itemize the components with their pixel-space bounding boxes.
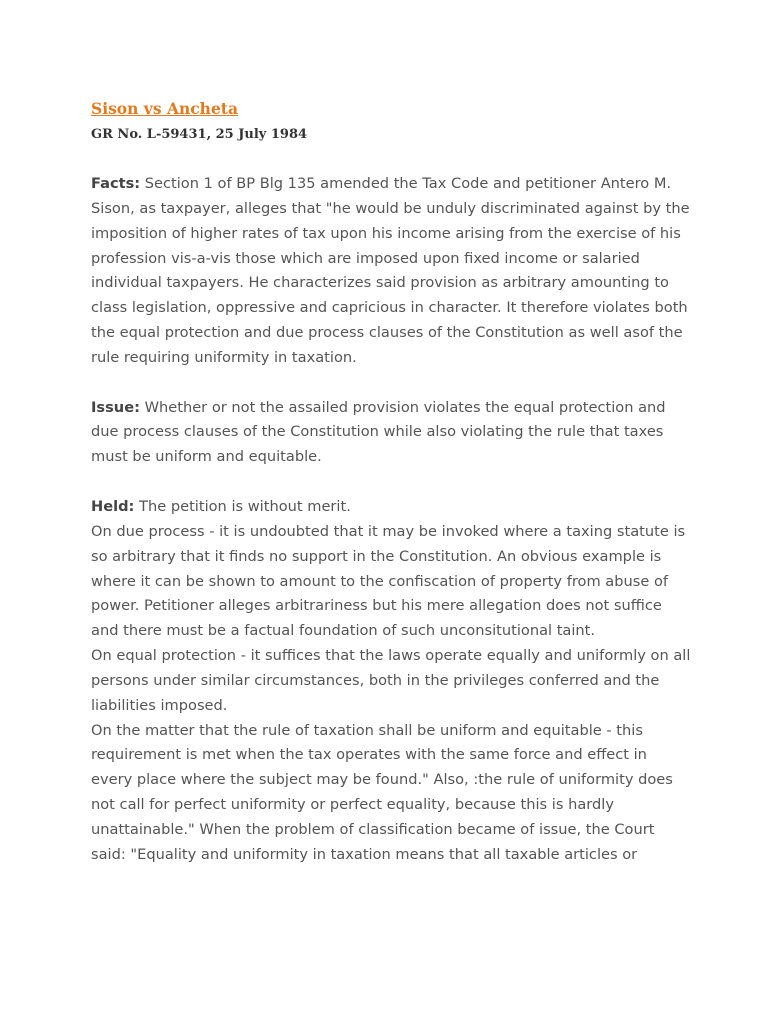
issue-label: Issue: [91, 398, 140, 416]
issue-paragraph [91, 396, 691, 471]
held-paragraph [91, 495, 691, 520]
facts-text: Section 1 of BP Blg 135 amended the Tax Code and petitioner Antero M. Sison, as taxpayer, alleges that "he would be unduly discriminated against by the imposition of higher rates of tax upon his income arising from the exercise of his profession vis-a-vis those which are imposed upon fixed income or salaried individual taxpayers. He characterizes said provision as arbitrary amounting to class legislation, oppressive and capricious in character. It therefore violates both the equal protection and due process clauses of the Constitution as well asof the rule requiring uniformity in taxation. [91, 175, 690, 366]
held-label: Held: [91, 497, 135, 515]
spacer [91, 470, 691, 495]
held-text: The petition is without merit. [134, 497, 351, 515]
document-page [91, 96, 691, 868]
case-citation: GR No. L-59431, 25 July 1984 [91, 127, 308, 142]
spacer [91, 371, 691, 396]
equal-protection-paragraph: On equal protection - it suffices that the laws operate equally and uniformly on all persons under similar circumstances, both in the privileges conferred and the liabilities imposed. [91, 647, 691, 714]
facts-paragraph [91, 172, 691, 371]
case-title[interactable]: Sison vs Ancheta [91, 99, 239, 118]
uniformity-paragraph: On the matter that the rule of taxation shall be uniform and equitable - this requirement is met when the tax operates with the same force and effect in every place where the subject may be found." Also, :the rule of uniformity does not call for perfect uniformity or perfect equality, because this is hardly unattainable." When the problem of classification became of issue, the Court said: "Equality and uniformity in taxation means that all taxable articles or [91, 721, 673, 863]
facts-label: Facts: [91, 175, 141, 192]
issue-text: Whether or not the assailed provision violates the equal protection and due process clauses of the Constitution while also violating the rule that taxes must be uniform and equitable. [91, 398, 666, 466]
due-process-paragraph: On due process - it is undoubted that it may be invoked where a taxing statute is so arbitrary that it finds no support in the Constitution. An obvious example is where it can be shown to amount to the confiscation of property from abuse of power. Petitioner alleges arbitrariness but his mere allegation does not suffice and there must be a factual foundation of such unconsitutional taint. [91, 522, 686, 640]
